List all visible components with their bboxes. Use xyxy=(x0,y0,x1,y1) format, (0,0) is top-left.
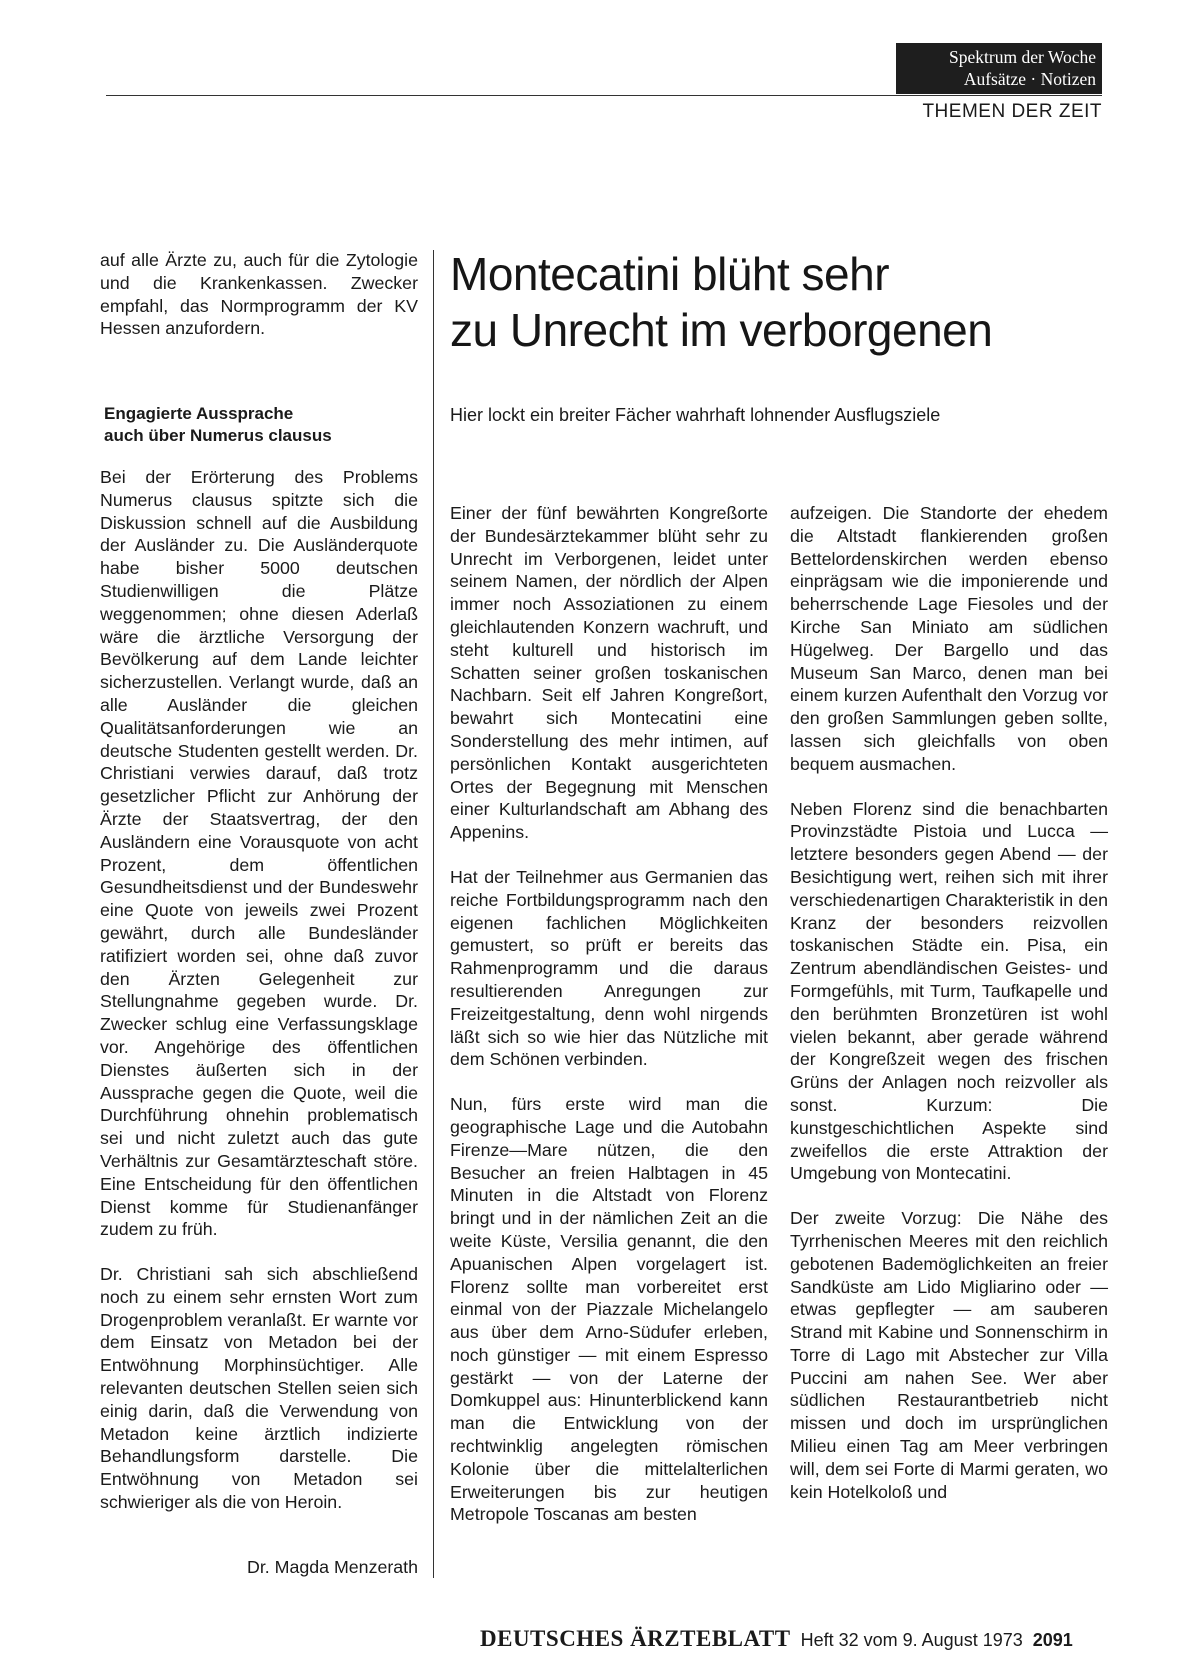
left-heading-line-1: Engagierte Aussprache xyxy=(104,404,294,423)
article-column-2 xyxy=(450,502,768,1526)
left-intro-text xyxy=(100,249,418,340)
header-rule xyxy=(106,95,1102,96)
badge-line-1: Spektrum der Woche xyxy=(949,47,1096,67)
left-section-heading xyxy=(104,403,422,447)
page-number: 2091 xyxy=(1032,1630,1073,1650)
section-badge xyxy=(896,43,1102,94)
badge-line-2: Aufsätze · Notizen xyxy=(963,69,1096,89)
title-line-2: zu Unrecht im verborgenen xyxy=(450,304,993,356)
author-signature: Dr. Magda Menzerath xyxy=(247,1557,418,1577)
magazine-name: DEUTSCHES ÄRZTEBLATT xyxy=(480,1626,791,1651)
col3-paragraph-1: aufzeigen. Die Standorte der ehedem die Altstadt flankierenden großen Bettelordenskirchen werden ebenso einprägsam wie die imponierende und beherrschende Lage Fiesoles und der Kirche San Miniato am südlichen Hügelweg. Der Bargello und das Museum San Marco, denen man bei einem kurzen Aufenthalt den Vorzug vor den großen Sammlungen geben sollte, lassen sich gleichfalls von oben bequem ausmachen. xyxy=(790,503,1108,774)
column-divider xyxy=(433,250,434,1578)
page-footer xyxy=(480,1626,1073,1652)
col3-paragraph-3: Der zweite Vorzug: Die Nähe des Tyrrhenischen Meeres mit den reichlich gebotenen Bademöglichkeiten an freier Sandküste am Lido Migliarino oder — etwas gepflegter — am sauberen Strand mit Kabine und Sonnenschirm in Torre di Lago mit Abstecher zur Villa Puccini am nahen See. Wer aber südlichen Restaurantbetrieb nicht missen und doch im ursprünglichen Milieu einen Tag am Meer verbringen will, dem sei Forte di Marmi geraten, wo kein Hotelkoloß und xyxy=(790,1208,1108,1502)
col2-paragraph-2: Hat der Teilnehmer aus Germanien das reiche Fortbildungsprogramm nach den eigenen fachlichen Möglichkeiten gemustert, so prüft er bereits das Rahmenprogramm und die daraus resultierenden Anregungen zur Freizeitgestaltung, denn wohl nirgends läßt sich so wie hier das Nützliche mit dem Schönen verbinden. xyxy=(450,866,768,1070)
article-subtitle: Hier lockt ein breiter Fächer wahrhaft lohnender Ausflugsziele xyxy=(450,405,941,425)
col2-paragraph-3: Nun, fürs erste wird man die geographische Lage und die Autobahn Firenze—Mare nützen, die den Besucher an freien Halbtagen in 45 Minuten in die Altstadt von Florenz bringt und in der nämlichen Zeit an die weite Küste, Versilia genannt, die den Apuanischen Alpen vorgelagert ist. Florenz sollte man vorbereitet erst einmal von der Piazzale Michelangelo aus über dem Arno-Südufer erleben, noch günstiger — mit einem Espresso gestärkt — von der Laterne der Domkuppel aus: Hinunterblickend kann man die Entwicklung von der rechtwinklig angelegten römischen Kolonie über die mittelalterlichen Erweiterungen bis zur heutigen Metropole Toscanas am besten xyxy=(450,1094,768,1525)
section-label: THEMEN DER ZEIT xyxy=(922,101,1102,122)
left-paragraph-1: Bei der Erörterung des Problems Numerus clausus spitzte sich die Diskussion schnell auf die Ausbildung der Ausländer zu. Die Ausländerquote habe bisher 5000 deutschen Studienwilligen die Plätze weggenommen; ohne diesen Aderlaß wäre die ärztliche Versorgung der Bevölkerung auf dem Lande leichter sicherzustellen. Verlangt wurde, daß an alle Ausländer die gleichen Qualitätsanforderungen wie an deutsche Studenten gestellt werden. Dr. Christiani verwies darauf, daß trotz gesetzlicher Pflicht zur Anhörung der Ärzte der Staatsvertrag, der den Ausländern eine Vorausquote von acht Prozent, dem öffentlichen Gesundheitsdienst und der Bundeswehr eine Quote von jeweils zwei Prozent gewährt, durch alle Bundesländer ratifiziert worden sei, ohne daß zuvor den Ärzten Gelegenheit zur Stellungnahme gegeben wurde. Dr. Zwecker schlug eine Verfassungsklage vor. Angehörige des öffentlichen Dienstes äußerten sich in der Aussprache gegen die Quote, weil die Durchführung ohnehin problematisch sei und nicht zuletzt auch das gute Verhältnis zur Gesamtärzteschaft störe. Eine Entscheidung für den öffentlichen Dienst komme für Studienanfänger zudem zu früh. xyxy=(100,467,418,1240)
title-line-1: Montecatini blüht sehr xyxy=(450,248,890,300)
col3-paragraph-2: Neben Florenz sind die benachbarten Provinzstädte Pistoia und Lucca — letztere besonders gegen Abend — der Besichtigung wert, reihen sich mit ihrer verschiedenartigen Charakteristik in den Kranz der besonders reizvollen toskanischen Städte ein. Pisa, ein Zentrum abendländischen Geistes- und Formgefühls, mit Turm, Taufkapelle und den berühmten Bronzetüren ist wohl vielen bekannt, aber gerade während der Kongreßzeit wegen des frischen Grüns der Anlagen noch reizvoller als sonst. Kurzum: Die kunstgeschichtlichen Aspekte sind zweifellos die erste Attraktion der Umgebung von Montecatini. xyxy=(790,798,1108,1184)
left-paragraph-2: Dr. Christiani sah sich abschließend noch zu einem sehr ernsten Wort zum Drogenproblem veranlaßt. Er warnte vor dem Einsatz von Metadon bei der Entwöhnung Morphinsüchtiger. Alle relevanten deutschen Stellen seien sich einig darin, daß die Verwendung von Metadon keine ärztlich indizierte Behandlungsform darstelle. Die Entwöhnung von Metadon sei schwieriger als die von Heroin. xyxy=(100,1264,418,1513)
col2-paragraph-1: Einer der fünf bewährten Kongreßorte der Bundesärztekammer blüht sehr zu Unrecht im Verborgenen, leidet unter seinem Namen, der nördlich der Alpen immer noch Assoziationen zu einem gleichlautenden Konzern wachruft, und steht kulturell und historisch im Schatten seiner großen toskanischen Nachbarn. Seit elf Jahren Kongreßort, bewahrt sich Montecatini eine Sonderstellung des mehr intimen, auf persönlichen Kontakt ausgerichteten Ortes der Begegnung mit Menschen einer Kulturlandschaft am Abhang des Appenins. xyxy=(450,503,768,843)
left-heading-line-2: auch über Numerus clausus xyxy=(104,426,332,445)
left-body-column xyxy=(100,466,418,1514)
left-intro-paragraph: auf alle Ärzte zu, auch für die Zytologie und die Krankenkassen. Zwecker empfahl, das Normprogramm der KV Hessen anzufordern. xyxy=(100,250,418,339)
article-title xyxy=(450,246,1090,358)
article-column-3 xyxy=(790,502,1108,1503)
issue-info: Heft 32 vom 9. August 1973 xyxy=(800,1630,1023,1650)
